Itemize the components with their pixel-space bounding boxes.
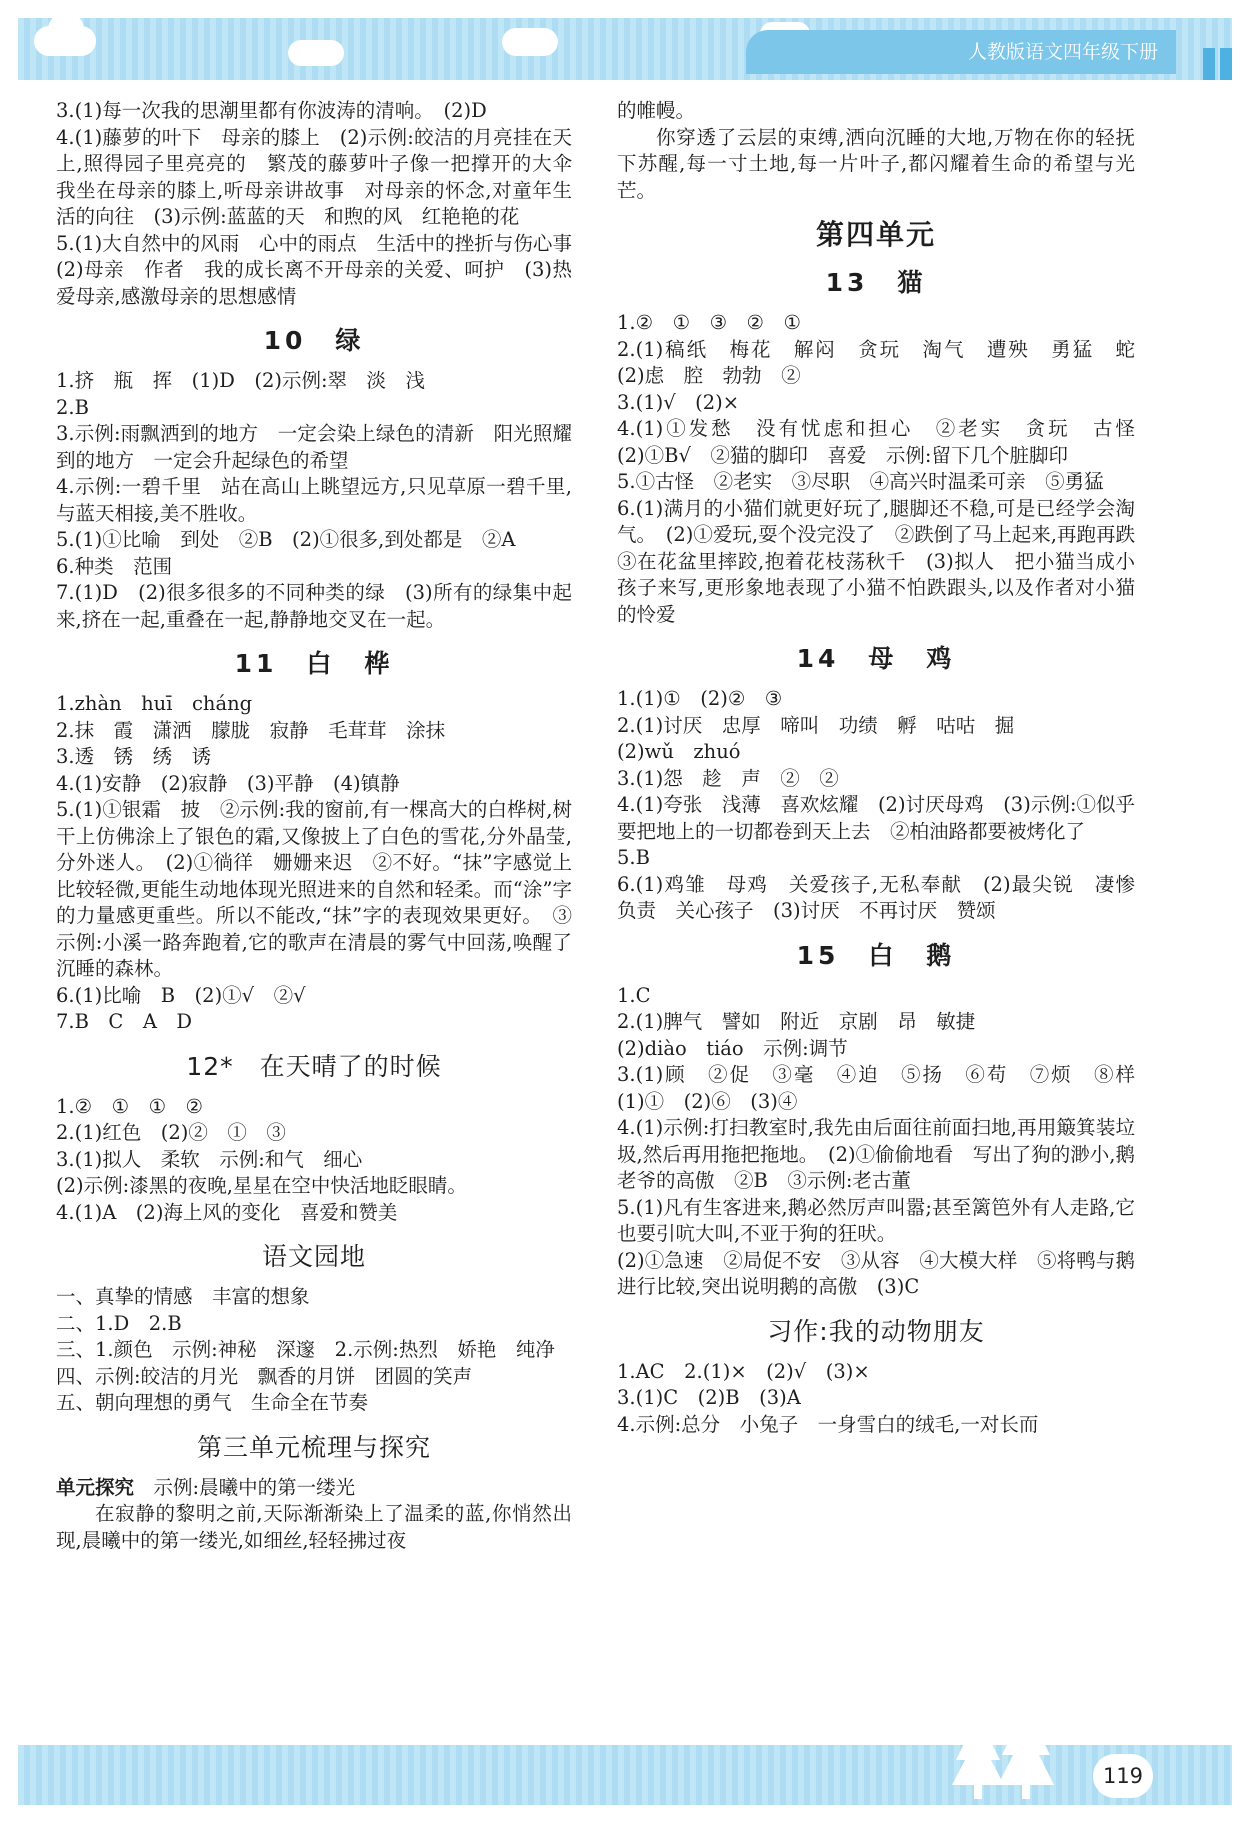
answer-item: 三、1.颜色 示例:神秘 深邃 2.示例:热烈 娇艳 纯净	[56, 1338, 555, 1361]
answer-item: 3.(1)顾 ②促 ③毫 ④迫 ⑤扬 ⑥苟 ⑦烦 ⑧样 (1)① (2)⑥ (3)④	[617, 1063, 1155, 1113]
answer-item: 4.(1)示例:打扫教室时,我先由后面往前面扫地,再用簸箕装垃圾,然后再用拖把拖地。 (2)①偷偷地看 写出了狗的渺小,鹅老爷的高傲 ②B ③示例:老古董	[617, 1116, 1135, 1192]
answer-item: 3.(1)每一次我的思潮里都有你波涛的清响。 (2)D	[56, 99, 487, 122]
left-column	[56, 98, 592, 1554]
essay-paragraph: 你穿透了云层的束缚,洒向沉睡的大地,万物在你的轻抚下苏醒,每一寸土地,每一片叶子,都闪耀着生命的希望与光芒。	[617, 125, 1135, 202]
lesson-title: 12* 在天晴了的时候	[186, 1051, 442, 1081]
answer-item: 2.抹 霞 潇洒 朦胧 寂静 毛茸茸 涂抹	[56, 718, 446, 742]
answer-item: 3.(1)√ (2)×	[617, 390, 740, 414]
answer-item: 四、示例:皎洁的月光 飘香的月饼 团圆的笑声	[56, 1364, 473, 1388]
answer-item: 2.(1)稿纸 梅花 解闷 贪玩 淘气 遭殃 勇猛 蛇 (2)虑 腔 勃勃 ②	[617, 337, 1155, 387]
right-column	[617, 98, 1155, 1438]
answer-item: 1.(1)① (2)② ③	[617, 687, 783, 710]
answer-item: 3.透 锈 绣 诱	[56, 745, 212, 768]
cloud-decoration	[288, 40, 344, 66]
unit-explore-label: 单元探究	[56, 1475, 135, 1499]
answer-item: 一、真挚的情感 丰富的想象	[56, 1285, 310, 1308]
answer-item: 6.(1)满月的小猫们就更好玩了,腿脚还不稳,可是已经学会淘气。 (2)①爱玩,耍个没完没了 ②跌倒了马上起来,再跑再跌 ③在花盆里摔跤,抱着花枝荡秋千 (3)拟人 把小猫当成小孩子来写,更形象地表现了小猫不怕跌跟头,以及作者对小猫的怜爱	[617, 496, 1155, 626]
unit-title: 第四单元	[815, 218, 936, 251]
answer-item: 二、1.D 2.B	[56, 1311, 182, 1335]
section-title: 第三单元梳理与探究	[196, 1432, 431, 1462]
lesson-title: 13 猫	[825, 268, 927, 297]
answer-item: 3.(1)C (2)B (3)A	[617, 1386, 801, 1409]
answer-item: (2)wǔ zhuó	[617, 740, 741, 763]
answer-item: 1.② ① ③ ② ①	[617, 311, 802, 334]
answer-item: 4.(1)安静 (2)寂静 (3)平静 (4)镇静	[56, 771, 400, 795]
answer-item: 2.(1)讨厌 忠厚 啼叫 功绩 孵 咕咕 掘	[617, 713, 1015, 737]
answer-item: 1.AC 2.(1)× (2)√ (3)×	[617, 1359, 870, 1383]
answer-item: 5.(1)凡有生客进来,鹅必然厉声叫嚣;甚至篱笆外有人走路,它也要引吭大叫,不亚于狗的狂吠。	[617, 1195, 1135, 1245]
answer-item: 4.(1)藤萝的叶下 母亲的膝上 (2)示例:皎洁的月亮挂在天上,照得园子里亮亮的 繁茂的藤萝叶子像一把撑开的大伞 我坐在母亲的膝上,听母亲讲故事 对母亲的怀念,对童年生活的向往 (3)示例:蓝蓝的天 和煦的风 红艳艳的花	[56, 125, 592, 228]
answer-item: 6.种类 范围	[56, 554, 173, 578]
answer-item: 2.(1)红色 (2)② ① ③	[56, 1121, 286, 1144]
essay-paragraph: 的帷幔。	[617, 99, 696, 122]
answer-item: 6.(1)鸡雏 母鸡 关爱孩子,无私奉献 (2)最尖锐 凄惨 负责 关心孩子 (3)讨厌 不再讨厌 赞颂	[617, 872, 1155, 922]
answer-item: 4.示例:一碧千里 站在高山上眺望远方,只见草原一碧千里,与蓝天相接,美不胜收。	[56, 475, 572, 525]
answer-item: 2.B	[56, 395, 89, 419]
page-number: 119	[1093, 1754, 1153, 1798]
unit-explore-text: 示例:晨曦中的第一缕光	[153, 1475, 356, 1499]
essay-paragraph: 在寂静的黎明之前,天际渐渐染上了温柔的蓝,你悄然出现,晨曦中的第一缕光,如细丝,轻轻拂过夜	[56, 1502, 572, 1552]
answer-item: 5.(1)①银霜 披 ②示例:我的窗前,有一棵高大的白桦树,树干上仿佛涂上了银色的霜,又像披上了白色的雪花,分外晶莹,分外迷人。 (2)①徜徉 姗姗来迟 ②不好。“抹”字感觉上比较轻微,更能生动地体现光照进来的自然和轻柔。而“涂”字的力量感更重些。所以不能改,“抹”字的表现效果更好。 ③示例:小溪一路奔跑着,它的歌声在清晨的雾气中回荡,唤醒了沉睡的森林。	[56, 798, 572, 980]
answer-item: 7.B C A D	[56, 1010, 193, 1033]
lesson-title: 10 绿	[263, 326, 365, 355]
answer-item: 4.(1)A (2)海上风的变化 喜爱和赞美	[56, 1200, 398, 1224]
section-title: 语文园地	[261, 1242, 366, 1271]
answer-item: 5.(1)大自然中的风雨 心中的雨点 生活中的挫折与伤心事 (2)母亲 作者 我的成长离不开母亲的关爱、呵护 (3)热爱母亲,感激母亲的思想感情	[56, 231, 592, 308]
answer-item: 5.B	[617, 846, 650, 869]
answer-item: 五、朝向理想的勇气 生命全在节奏	[56, 1391, 369, 1414]
answer-item: 5.①古怪 ②老实 ③尽职 ④高兴时温柔可亲 ⑤勇猛	[617, 470, 1104, 493]
answer-item: 4.(1)夸张 浅薄 喜欢炫耀 (2)讨厌母鸡 (3)示例:①似乎要把地上的一切都卷到天上去 ②柏油路都要被烤化了	[617, 793, 1135, 843]
answer-item: 1.② ① ① ②	[56, 1094, 204, 1118]
lesson-title: 11 白 桦	[234, 649, 394, 678]
answer-item: 4.示例:总分 小兔子 一身雪白的绒毛,一对长而	[617, 1412, 1039, 1436]
cloud-decoration	[48, 14, 84, 44]
answer-item: 3.(1)怨 趁 声 ② ②	[617, 766, 839, 790]
lesson-title: 15 白 鹅	[796, 940, 956, 970]
answer-item: 1.挤 瓶 挥 (1)D (2)示例:翠 淡 浅	[56, 369, 426, 392]
cloud-decoration	[502, 28, 558, 56]
answer-item: 3.示例:雨飘洒到的地方 一定会染上绿色的清新 阳光照耀到的地方 一定会升起绿色的希望	[56, 422, 572, 472]
header-bars	[1198, 48, 1232, 84]
answer-item: 3.(1)拟人 柔软 示例:和气 细心	[56, 1147, 363, 1171]
answer-item: (2)示例:漆黑的夜晚,星星在空中快活地眨眼睛。	[56, 1174, 467, 1197]
tree-icon	[948, 1705, 1058, 1805]
answer-item	[56, 1475, 572, 1502]
answer-item: (2)①急速 ②局促不安 ③从容 ④大模大样 ⑤将鸭与鹅进行比较,突出说明鹅的高傲 (3)C	[617, 1248, 1135, 1298]
section-title: 习作:我的动物朋友	[767, 1316, 985, 1346]
answer-item: 1.C	[617, 983, 651, 1007]
answer-item: 5.(1)①比喻 到处 ②B (2)①很多,到处都是 ②A	[56, 528, 516, 551]
answer-item: 6.(1)比喻 B (2)①√ ②√	[56, 983, 306, 1007]
answer-item: (2)diào tiáo 示例:调节	[617, 1036, 848, 1060]
answer-item: 1.zhàn huī cháng	[56, 692, 253, 715]
book-title: 人教版语文四年级下册	[746, 30, 1176, 74]
answer-item: 4.(1)①发愁 没有忧虑和担心 ②老实 贪玩 古怪 (2)①B√ ②猫的脚印 喜爱 示例:留下几个脏脚印	[617, 417, 1155, 467]
answer-item: 2.(1)脾气 譬如 附近 京剧 昂 敏捷	[617, 1010, 976, 1033]
lesson-title: 14 母 鸡	[796, 644, 956, 673]
answer-item: 7.(1)D (2)很多很多的不同种类的绿 (3)所有的绿集中起来,挤在一起,重叠在一起,静静地交叉在一起。	[56, 581, 572, 631]
